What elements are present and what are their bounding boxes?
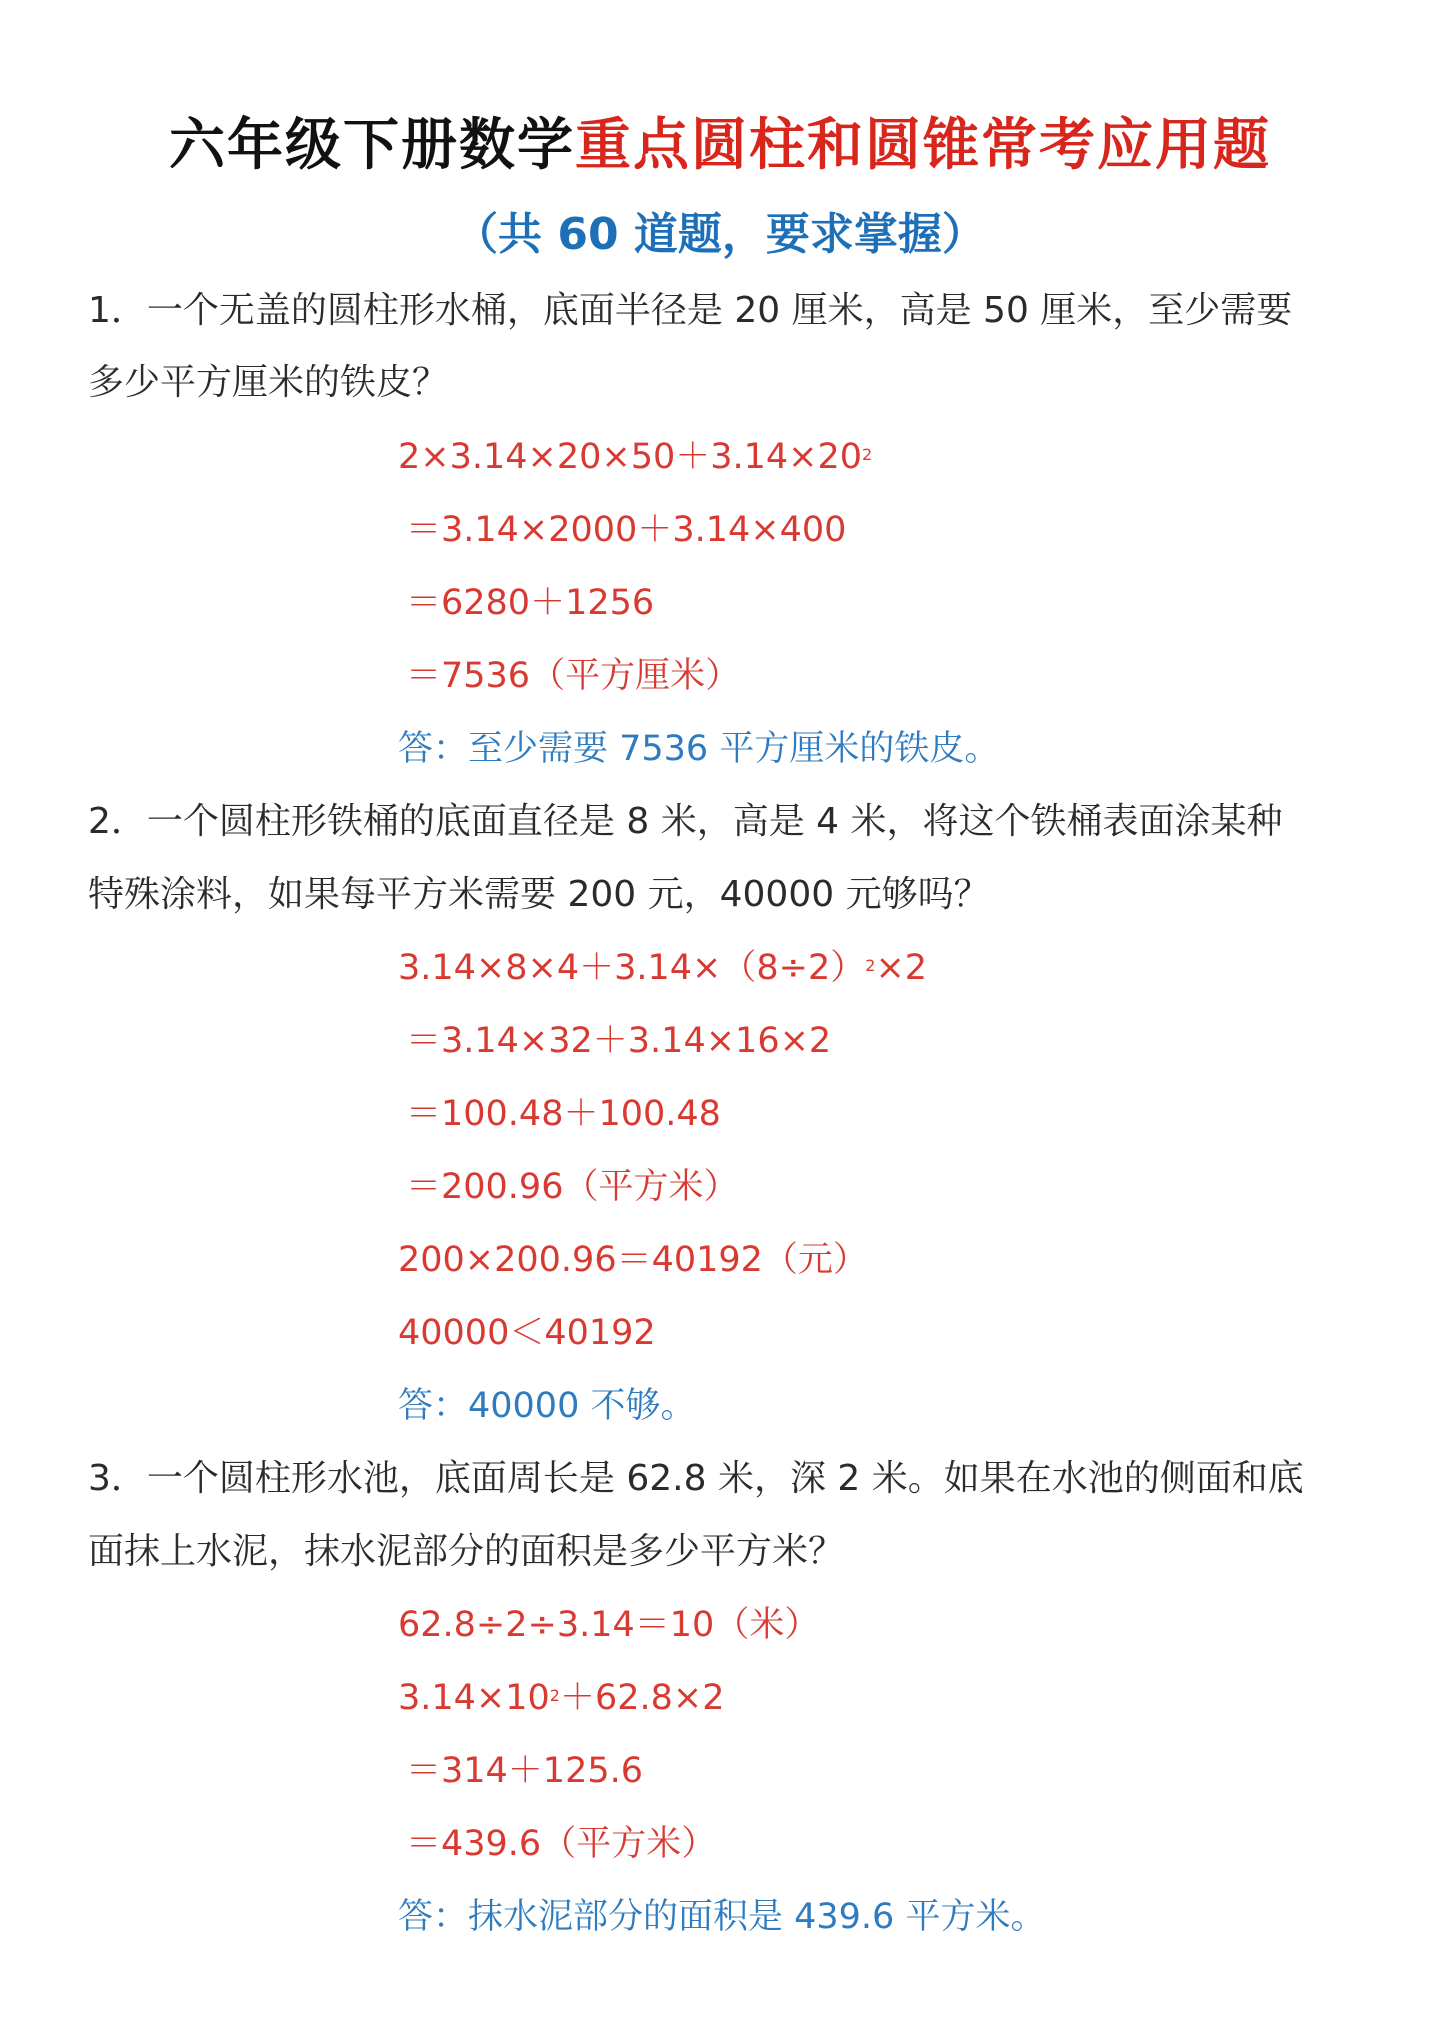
problem-3-step-2 (398, 1673, 725, 1723)
problem-3-question-line-2: 面抹上水泥，抹水泥部分的面积是多少平方米？ (88, 1531, 845, 1572)
problem-2-step-2: ＝3.14×32＋3.14×16×2 (406, 1021, 832, 1061)
step-expression: 3.14×8×4＋3.14×（8÷2） (398, 948, 866, 988)
step-expression: 3.14×10 (398, 1678, 550, 1718)
step-expression: 2×3.14×20×50＋3.14×20 (398, 437, 863, 477)
problem-2-step-3: ＝100.48＋100.48 (406, 1094, 721, 1134)
exponent: 2 (862, 445, 873, 464)
problem-1-step-2: ＝3.14×2000＋3.14×400 (406, 510, 847, 550)
problem-2-answer: 答：40000 不够。 (398, 1386, 696, 1426)
problem-3-step-1: 62.8÷2÷3.14＝10（米） (398, 1605, 820, 1645)
page-subtitle: （共 60 道题，要求掌握） (454, 209, 986, 260)
step-expression-tail: ×2 (875, 948, 928, 988)
problem-1-step-4: ＝7536（平方厘米） (406, 656, 741, 696)
exponent: 2 (865, 956, 876, 975)
page-title (0, 108, 1440, 184)
problem-3-answer: 答：抹水泥部分的面积是 439.6 平方米。 (398, 1897, 1046, 1937)
problem-3-step-4: ＝439.6（平方米） (406, 1824, 717, 1864)
problem-1-question-line-1: 1．一个无盖的圆柱形水桶，底面半径是 20 厘米，高是 50 厘米，至少需要 (88, 290, 1293, 331)
problem-1-step-3: ＝6280＋1256 (406, 583, 655, 623)
problem-2-step-5: 200×200.96＝40192（元） (398, 1240, 868, 1280)
problem-2-question-line-1: 2．一个圆柱形铁桶的底面直径是 8 米，高是 4 米，将这个铁桶表面涂某种 (88, 801, 1283, 842)
problem-2-question-line-2: 特殊涂料，如果每平方米需要 200 元，40000 元够吗？ (88, 874, 990, 915)
problem-1-answer: 答：至少需要 7536 平方厘米的铁皮。 (398, 729, 1000, 769)
problem-3-step-3: ＝314＋125.6 (406, 1751, 644, 1791)
problem-2-step-4: ＝200.96（平方米） (406, 1167, 739, 1207)
title-part-black: 六年级下册数学 (169, 113, 575, 178)
problem-3-question-line-1: 3．一个圆柱形水池，底面周长是 62.8 米，深 2 米。如果在水池的侧面和底 (88, 1458, 1304, 1499)
title-part-red: 重点圆柱和圆锥常考应用题 (575, 113, 1271, 178)
problem-2-step-1 (398, 943, 927, 993)
problem-2-step-6: 40000＜40192 (398, 1313, 656, 1353)
exponent: 2 (549, 1686, 560, 1705)
step-expression-tail: ＋62.8×2 (559, 1678, 725, 1718)
problem-1-question-line-2: 多少平方厘米的铁皮？ (88, 362, 449, 403)
problem-1-step-1 (398, 432, 872, 482)
